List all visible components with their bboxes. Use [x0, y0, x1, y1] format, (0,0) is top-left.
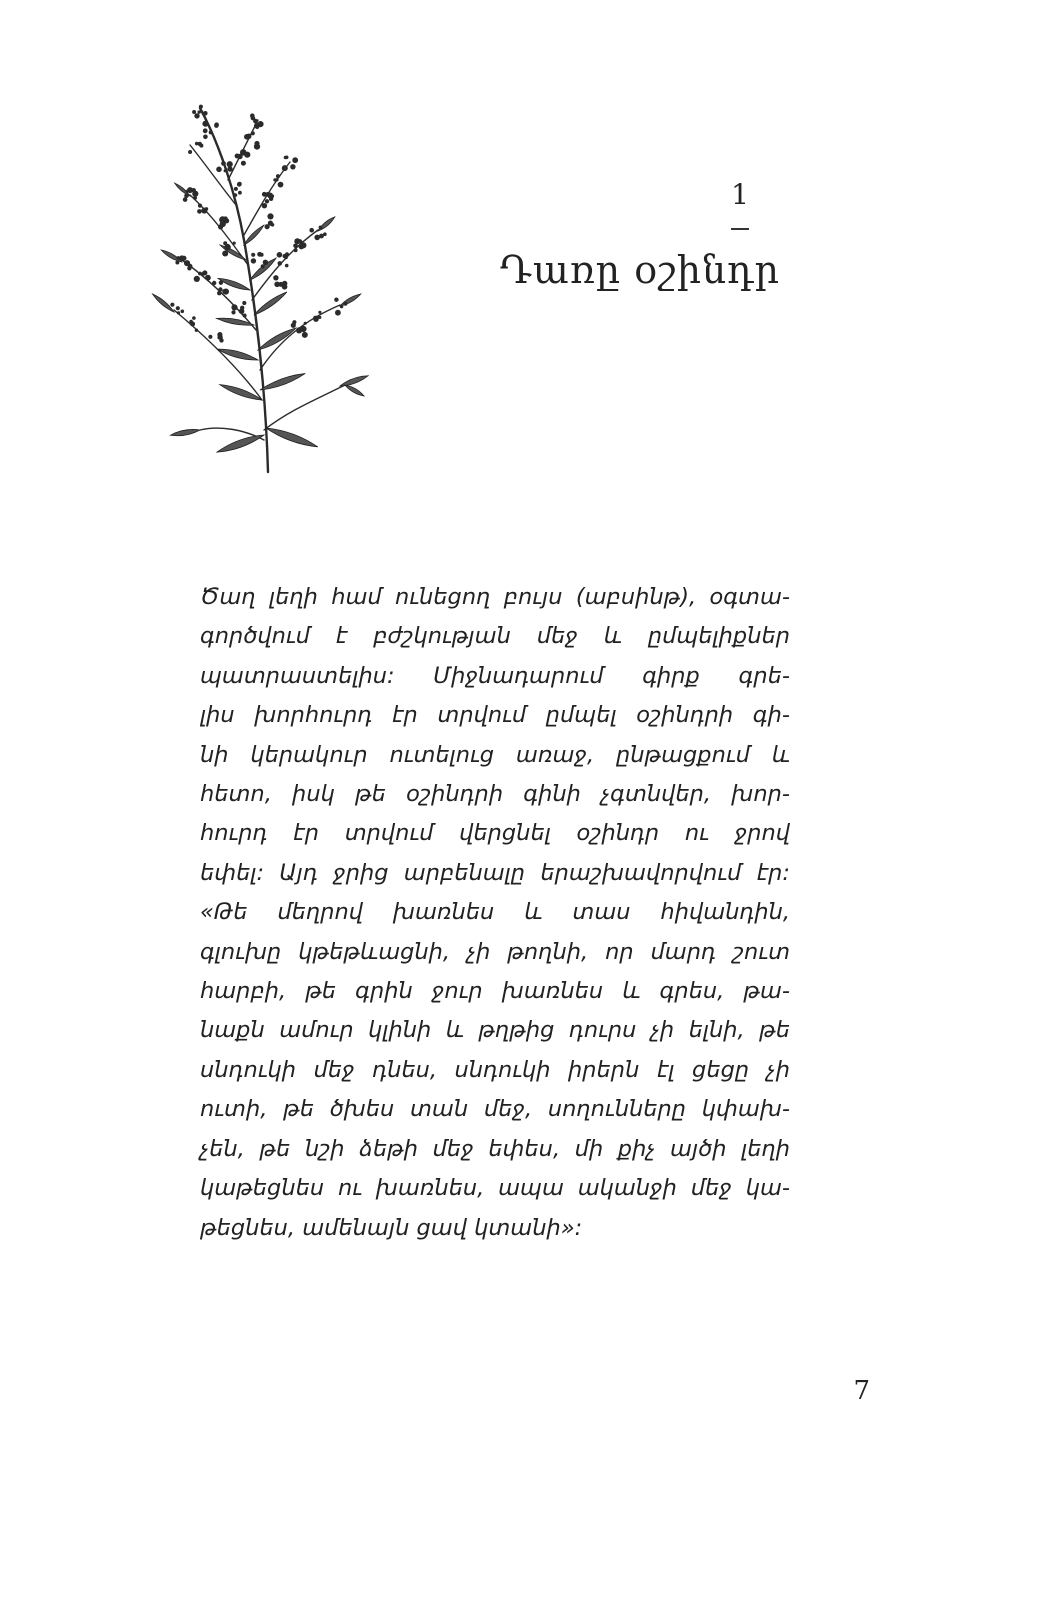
body-line: կաթեցնես ու խառնես, ապա ականջի մեջ կա- — [200, 1175, 790, 1202]
body-line: նի կերակուր ուտելուց առաջ, ընթացքում և — [200, 741, 790, 768]
chapter-number: 1 — [731, 178, 749, 211]
body-line: պատրաստելիս: Միջնադարում գիրք գրե- — [200, 662, 790, 689]
chapter-divider — [731, 228, 749, 230]
body-line: ուտի, թե ծխես տան մեջ, սողունները կփախ- — [200, 1096, 790, 1123]
body-line: չեն, թե նշի ձեթի մեջ եփես, մի քիչ այծի լեղի — [200, 1135, 790, 1162]
body-line: լիս խորհուրդ էր տրվում ըմպել օշինդրի գի- — [200, 702, 790, 729]
body-line: հարբի, թե գրին ջուր խառնես և գրես, թա- — [200, 978, 790, 1005]
body-line: գլուխը կթեթևացնի, չի թողնի, որ մարդ շուտ — [200, 938, 790, 965]
body-line: Ծաղ լեղի համ ունեցող բույս (աբսինթ), օգտա- — [200, 584, 790, 610]
page-number: 7 — [853, 1376, 870, 1406]
chapter-body-paragraph — [200, 578, 790, 1248]
body-line: եփել: Այդ ջրից արբենալը երաշխավորվում էր: — [200, 859, 790, 886]
body-line: գործվում է բժշկության մեջ և ըմպելիքներ — [200, 623, 790, 650]
body-line: սնդուկի մեջ դնես, սնդուկի իրերն էլ ցեցը չի — [200, 1056, 790, 1083]
body-line: նաքն ամուր կլինի և թղթից դուրս չի ելնի, թե — [200, 1017, 790, 1044]
body-line: հուրդ էր տրվում վերցնել օշինդր ու ջրով — [200, 820, 790, 847]
body-line: հետո, իսկ թե օշինդրի գինի չգտնվեր, խոր- — [200, 781, 790, 808]
body-line: «Թե մեղրով խառնես և տաս հիվանդին, — [200, 899, 790, 926]
chapter-title: Դառը օշինդր — [499, 248, 780, 292]
body-line: թեցնես, ամենայն ցավ կտանի»: — [200, 1214, 583, 1241]
wormwood-plant-icon — [140, 100, 370, 500]
